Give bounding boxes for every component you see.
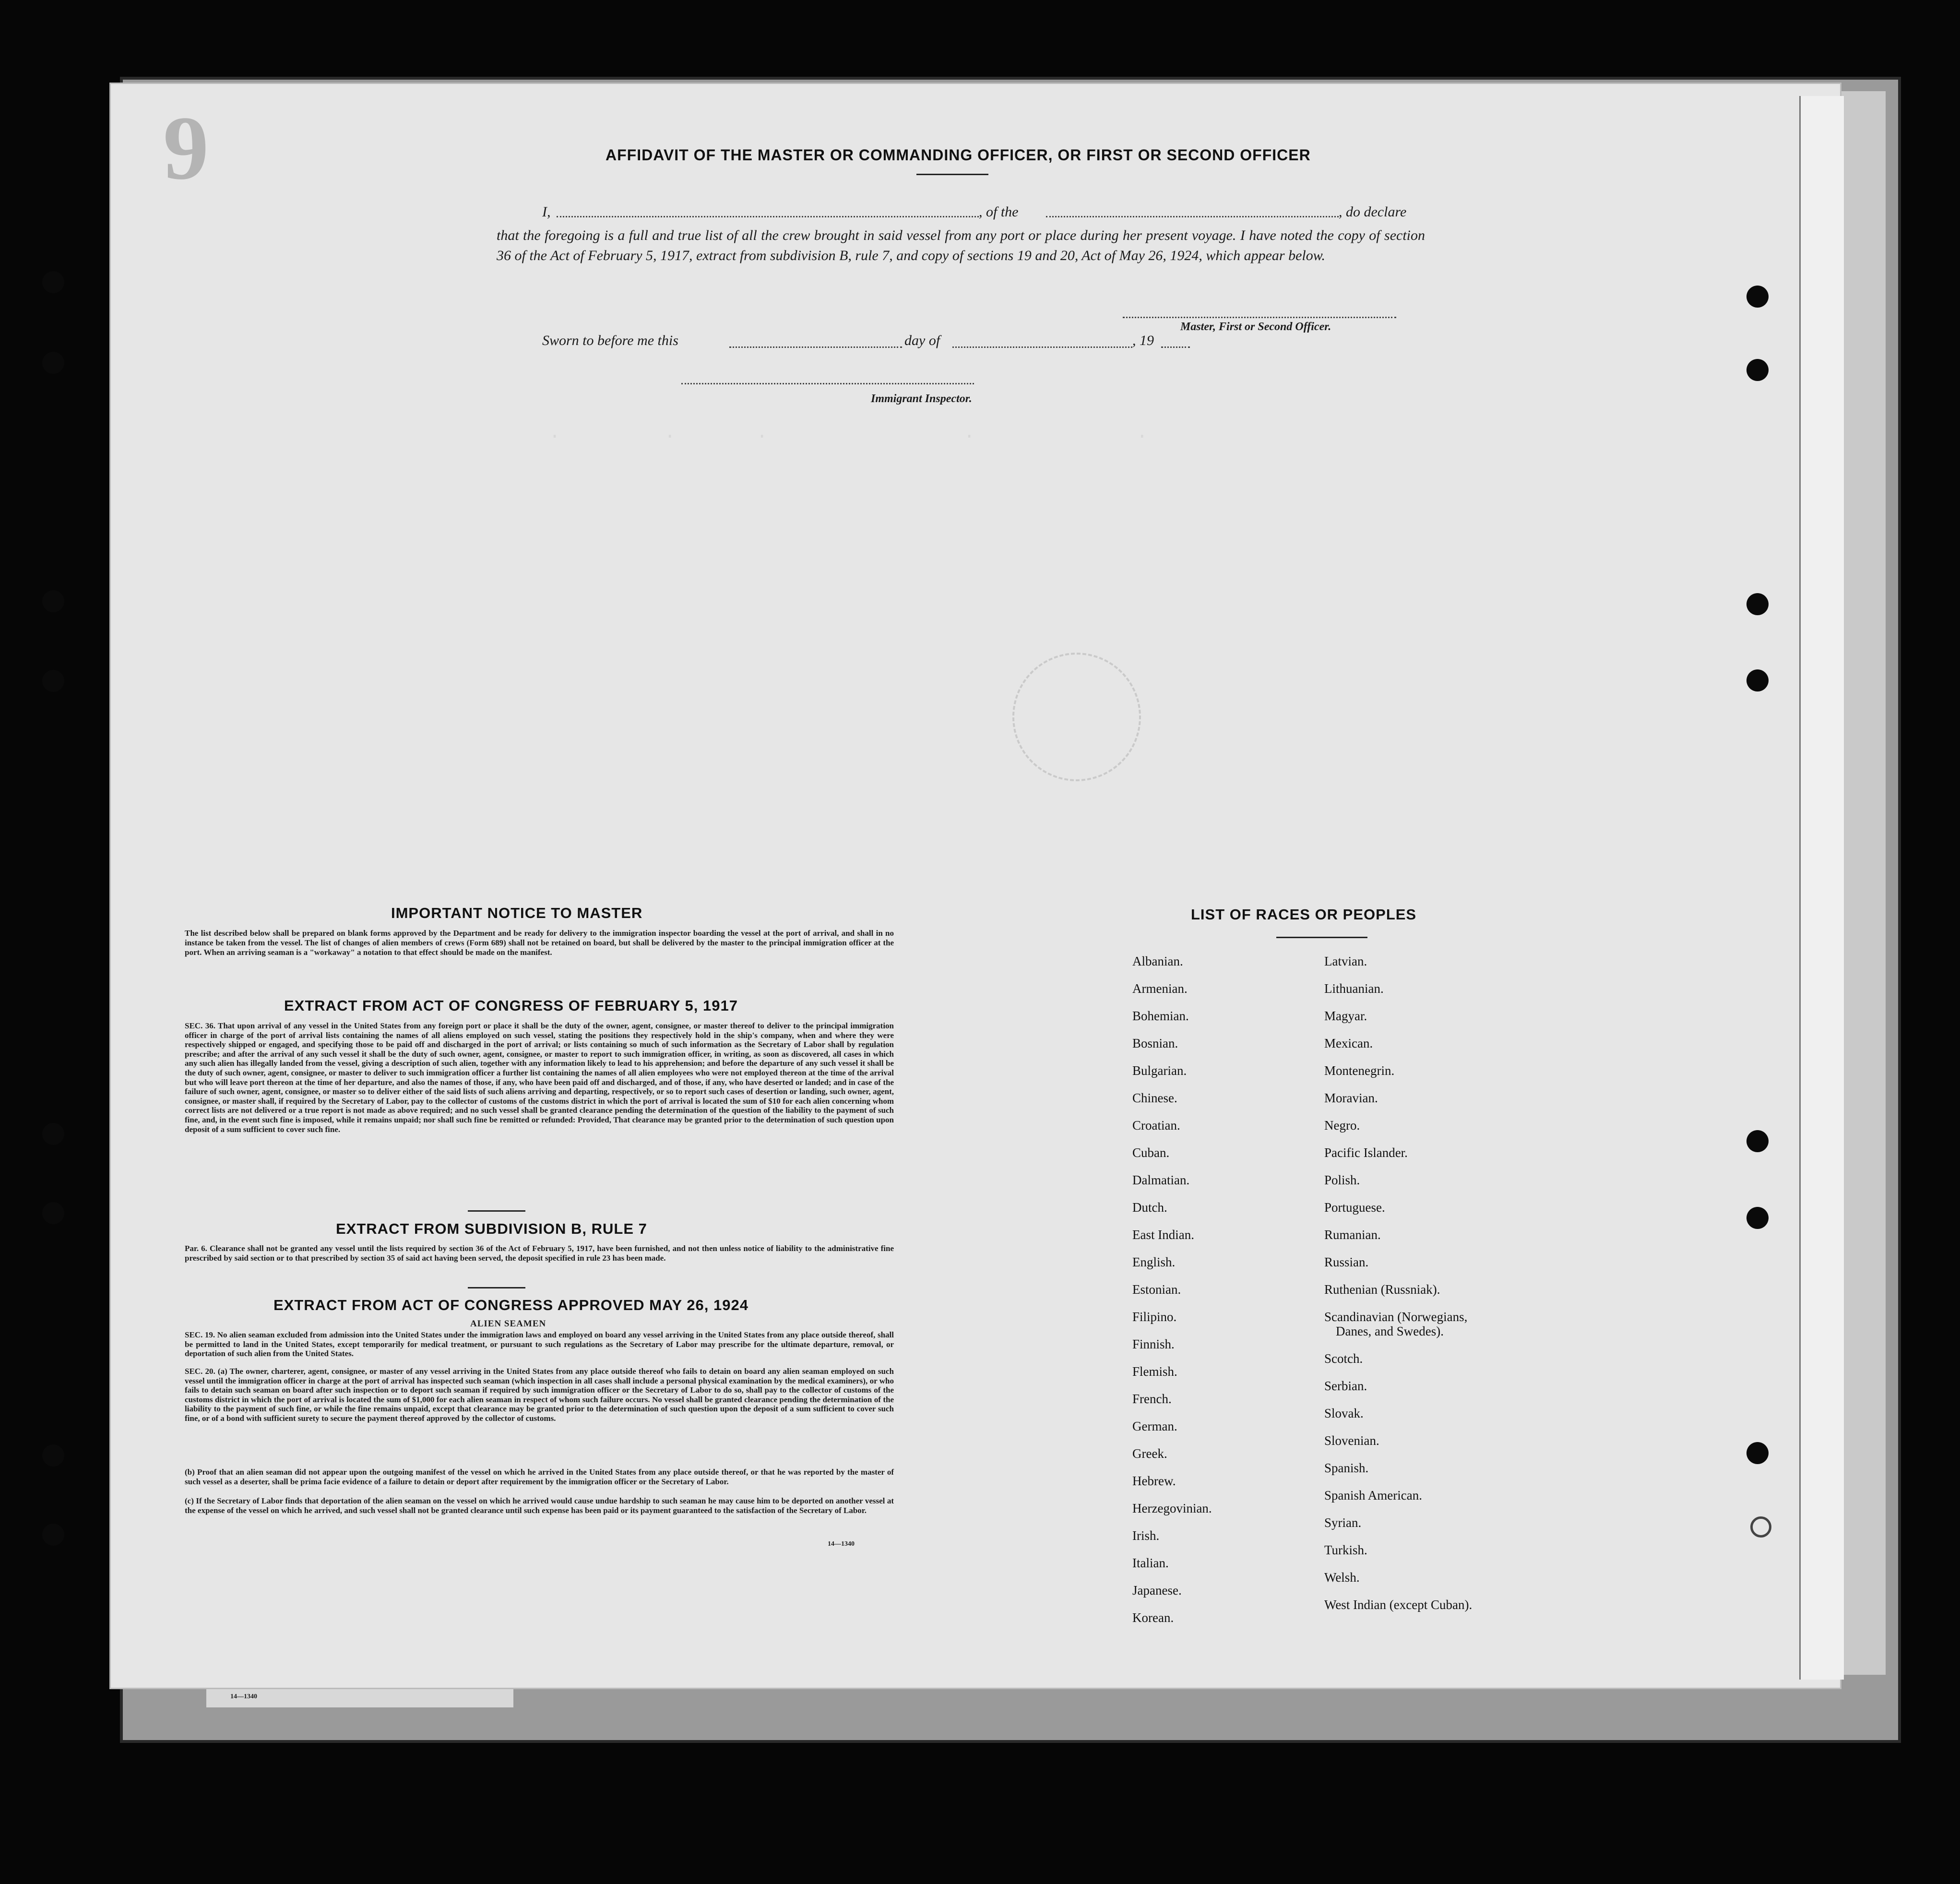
binder-hole — [42, 1123, 64, 1145]
race-item: Finnish. — [1132, 1337, 1175, 1351]
extract-1924-subtitle: ALIEN SEAMEN — [470, 1319, 546, 1329]
races-right-column — [1324, 948, 1472, 1619]
affidavit-page — [109, 83, 1841, 1689]
sworn-prefix: Sworn to before me this — [542, 333, 678, 348]
affidavit-body: that the foregoing is a full and true list of all the crew brought in said vessel from any port or place during her present voyage. I have noted the copy of section 36 of the Act of February 5, 1917, extract from subdivision B, rule 7, and copy of sections 19 and 20, Act of May 26, 1924, which appear below. — [497, 227, 1425, 263]
extract-rule7-body: Par. 6. Clearance shall not be granted any vessel until the lists required by section 36 of the Act of February 5, 1917, have been furnished, and not then unless notice of liability to the administrative fine prescribed by said section or to that prescribed by section 35 of said act having been served, the deposit specified in rule 23 has been made. — [185, 1244, 894, 1263]
race-item: Slovak. — [1324, 1406, 1364, 1420]
race-item: Serbian. — [1324, 1379, 1367, 1393]
page-edge-strip — [1799, 96, 1844, 1680]
race-item: Dalmatian. — [1132, 1173, 1190, 1187]
race-item: Syrian. — [1324, 1515, 1362, 1530]
race-item: Magyar. — [1324, 1009, 1367, 1023]
race-item: Dutch. — [1132, 1200, 1167, 1215]
page-number: 9 — [163, 98, 209, 199]
title-underline — [916, 174, 988, 175]
extract-1917-title: EXTRACT FROM ACT OF CONGRESS OF FEBRUARY 5, 1917 — [284, 997, 738, 1014]
race-item: Scandinavian (Norwegians, — [1324, 1310, 1468, 1324]
race-item: Portuguese. — [1324, 1200, 1385, 1215]
affidavit-line1-i: I, — [542, 204, 551, 220]
binder-hole — [1746, 669, 1769, 692]
binder-hole — [1746, 286, 1769, 308]
binder-hole — [42, 1202, 64, 1224]
race-item: Herzegovinian. — [1132, 1501, 1212, 1515]
section-divider — [468, 1287, 525, 1288]
race-item: Korean. — [1132, 1610, 1174, 1625]
race-item: West Indian (except Cuban). — [1324, 1598, 1473, 1612]
race-item: East Indian. — [1132, 1228, 1194, 1242]
races-left-column — [1132, 948, 1212, 1632]
binder-hole — [42, 1444, 64, 1467]
race-item: Bosnian. — [1132, 1036, 1178, 1050]
binder-hole — [42, 352, 64, 374]
sworn-year-blank[interactable] — [1161, 346, 1190, 348]
race-item: Montenegrin. — [1324, 1063, 1395, 1078]
extract-1924-title: EXTRACT FROM ACT OF CONGRESS APPROVED MAY 26, 1924 — [273, 1297, 748, 1313]
race-item: Armenian. — [1132, 981, 1188, 996]
race-item: Latvian. — [1324, 954, 1367, 968]
race-item: Pacific Islander. — [1324, 1145, 1408, 1160]
race-item: Slovenian. — [1324, 1433, 1379, 1448]
binder-hole — [42, 271, 64, 293]
race-item: Flemish. — [1132, 1364, 1177, 1379]
races-title-underline — [1276, 937, 1367, 938]
race-item: Russian. — [1324, 1255, 1369, 1269]
extract-1924-sec19: SEC. 19. No alien seaman excluded from admission into the United States under the immigration laws and employed on board any vessel arriving in the United States from any place outside thereof, shall be permitted to land in the United States, except temporarily for medical treatment, or pursuant to such regulations as the Secretary of Labor may prescribe for the ultimate departure, removal, or deportation of such alien from the United States. — [185, 1330, 894, 1359]
inspector-label: Immigrant Inspector. — [871, 393, 972, 405]
binder-hole — [1746, 1442, 1769, 1464]
binder-hole — [1746, 1207, 1769, 1229]
race-item: Turkish. — [1324, 1543, 1367, 1557]
race-item: Mexican. — [1324, 1036, 1373, 1050]
affidavit-title: AFFIDAVIT OF THE MASTER OR COMMANDING OFFICER, OR FIRST OR SECOND OFFICER — [606, 146, 1311, 164]
race-item: Scotch. — [1324, 1351, 1363, 1366]
race-item: Welsh. — [1324, 1570, 1360, 1585]
race-item: Filipino. — [1132, 1310, 1177, 1324]
race-item: Greek. — [1132, 1446, 1167, 1461]
affidavit-line1-declare: , do declare — [1339, 204, 1407, 220]
vessel-blank[interactable] — [1046, 216, 1339, 217]
race-item: Spanish American. — [1324, 1488, 1422, 1502]
races-title: LIST OF RACES OR PEOPLES — [1191, 906, 1417, 923]
extract-1924-sec20b: (b) Proof that an alien seaman did not appear upon the outgoing manifest of the vessel on which he arrived in the United States from any place outside thereof, or that he was reported by the master of such vessel as a deserter, shall be prima facie evidence of a failure to detain or deport after requirement by the immigration officer or the Secretary of Labor. — [185, 1467, 894, 1486]
race-item: French. — [1132, 1392, 1172, 1406]
sworn-month-blank[interactable] — [952, 346, 1132, 348]
race-item: Polish. — [1324, 1173, 1360, 1187]
sworn-year: , 19 — [1132, 333, 1154, 348]
binder-hole — [1746, 1130, 1769, 1152]
race-item: Italian. — [1132, 1556, 1169, 1570]
binder-hole — [1746, 593, 1769, 615]
race-item: Rumanian. — [1324, 1228, 1381, 1242]
race-item: Irish. — [1132, 1528, 1160, 1543]
race-item: Hebrew. — [1132, 1474, 1176, 1488]
race-item: Chinese. — [1132, 1091, 1177, 1105]
notice-body: The list described below shall be prepared on blank forms approved by the Department and be ready for delivery to the immigration inspector boarding the vessel at the port of arrival, and shall in no instance be taken from the vessel. The list of changes of alien members of crews (Form 689) shall not be retained on board, but shall be delivered by the master to the principal immigration officer at the port. When an arriving seaman is a "workaway" a notation to that effect should be made on the manifest. — [185, 929, 894, 957]
extract-1924-sec20c: (c) If the Secretary of Labor finds that deportation of the alien seaman on the vessel on which he arrived would cause undue hardship to such seaman he may cause him to be deported on another vessel at the expense of the vessel on which he arrived, and such vessel shall not be granted clearance until such expense has been paid or its payment guaranteed to the satisfaction of the Secretary of Labor. — [185, 1496, 894, 1515]
binder-hole — [1746, 359, 1769, 381]
race-item: Ruthenian (Russniak). — [1324, 1282, 1440, 1297]
extract-1924-sec20a: SEC. 20. (a) The owner, charterer, agent, consignee, or master of any vessel arriving in the United States from any place outside thereof who fails to detain on board any alien seaman employed on such vessel until the immigration officer in charge at the port of arrival has inspected such seaman (which inspection in all cases shall include a personal physical examination by the medical examiners), or who fails to detain such seaman on board after such inspection or to deport such seaman if required by such immigration officer or the Secretary of Labor to do so, shall pay to the collector of customs of the customs district in which the port of arrival is located the sum of $1,000 for each alien seaman in respect of whom such failure occurs. No vessel shall be granted clearance pending the determination of the liability to the payment of such fine, or while the fine remains unpaid, except that clearance may be granted prior to the determination of such question upon the deposit of a sum sufficient to cover such fine, or of a bond with sufficient surety to secure the payment thereof approved by the collector of customs. — [185, 1367, 894, 1423]
bottom-form-number: 14—1340 — [230, 1693, 257, 1700]
sworn-day-of: day of — [904, 333, 940, 348]
race-item: German. — [1132, 1419, 1177, 1433]
race-item: Danes, and Swedes). — [1336, 1324, 1444, 1338]
binder-hole — [42, 1524, 64, 1546]
form-number: 14—1340 — [828, 1540, 855, 1548]
race-item: Negro. — [1324, 1118, 1360, 1133]
binder-hole — [42, 590, 64, 612]
race-item: Albanian. — [1132, 954, 1183, 968]
section-divider — [468, 1210, 525, 1212]
binder-hole-ring — [1750, 1516, 1771, 1538]
race-item: Cuban. — [1132, 1145, 1170, 1160]
race-item: Bulgarian. — [1132, 1063, 1187, 1078]
inspector-signature-blank[interactable] — [681, 383, 974, 384]
race-item: Moravian. — [1324, 1091, 1378, 1105]
race-item: Spanish. — [1324, 1461, 1369, 1475]
faint-stamp — [1012, 653, 1141, 781]
master-signature-blank[interactable] — [1123, 317, 1396, 318]
race-item: English. — [1132, 1255, 1176, 1269]
race-item: Estonian. — [1132, 1282, 1181, 1297]
name-blank[interactable] — [557, 216, 979, 217]
sworn-day-blank[interactable] — [729, 346, 902, 348]
master-label: Master, First or Second Officer. — [1180, 321, 1331, 333]
race-item: Croatian. — [1132, 1118, 1180, 1133]
bleed-through-text: . . . . . — [480, 422, 1148, 444]
notice-title: IMPORTANT NOTICE TO MASTER — [391, 905, 643, 921]
affidavit-line1-of-the: , of the — [979, 204, 1019, 220]
race-item: Bohemian. — [1132, 1009, 1189, 1023]
extract-1917-body: SEC. 36. That upon arrival of any vessel in the United States from any foreign port or place it shall be the duty of the owner, agent, consignee, or master thereof to deliver to the principal immigration officer in charge of the port of arrival lists containing the names of all aliens employed on such vessel, stating the positions they respectively hold in the ship's company, when and where they were respectively shipped or engaged, and specifying those to be paid off and discharged in the port of arrival; or lists containing so much of such information as the Secretary of Labor shall by regulation prescribe; and after the arrival of any such vessel it shall be the duty of such owner, agent, consignee, or master to report to such immigration officer, in writing, as soon as discovered, all cases in which any such alien has illegally landed from the vessel, giving a description of such alien, together with any information likely to lead to his apprehension; and before the departure of any such vessel it shall be the duty of such owner, agent, consignee, or master to deliver to such immigration officer a further list containing the names of all alien employees who were not employed thereon at the time of the arrival but who will leave port thereon at the time of her departure, and also the names of those, if any, who have been paid off and discharged, and of those, if any, who have deserted or landed; and in case of the failure of such owner, agent, consignee, or master so to deliver either of the said lists of such aliens arriving and departing, respectively, or so to report such cases of desertion or landing, such owner, agent, consignee, or master shall, if required by the Secretary of Labor, pay to the collector of customs of the customs district in which the port of arrival is located the sum of $10 for each alien concerning whom correct lists are not delivered or a true report is not made as above required; and no such vessel shall be granted clearance pending the determination of the question of the liability to the payment of such fine, and, in the event such fine is imposed, while it remains unpaid; nor shall such fine be remitted or refunded: Provided, That clearance may be granted prior to the determination of such question upon deposit of a sum sufficient to cover such fine. — [185, 1021, 894, 1134]
race-item: Japanese. — [1132, 1583, 1182, 1598]
race-item: Lithuanian. — [1324, 981, 1384, 996]
binder-hole — [42, 670, 64, 692]
extract-rule7-title: EXTRACT FROM SUBDIVISION B, RULE 7 — [336, 1220, 647, 1237]
